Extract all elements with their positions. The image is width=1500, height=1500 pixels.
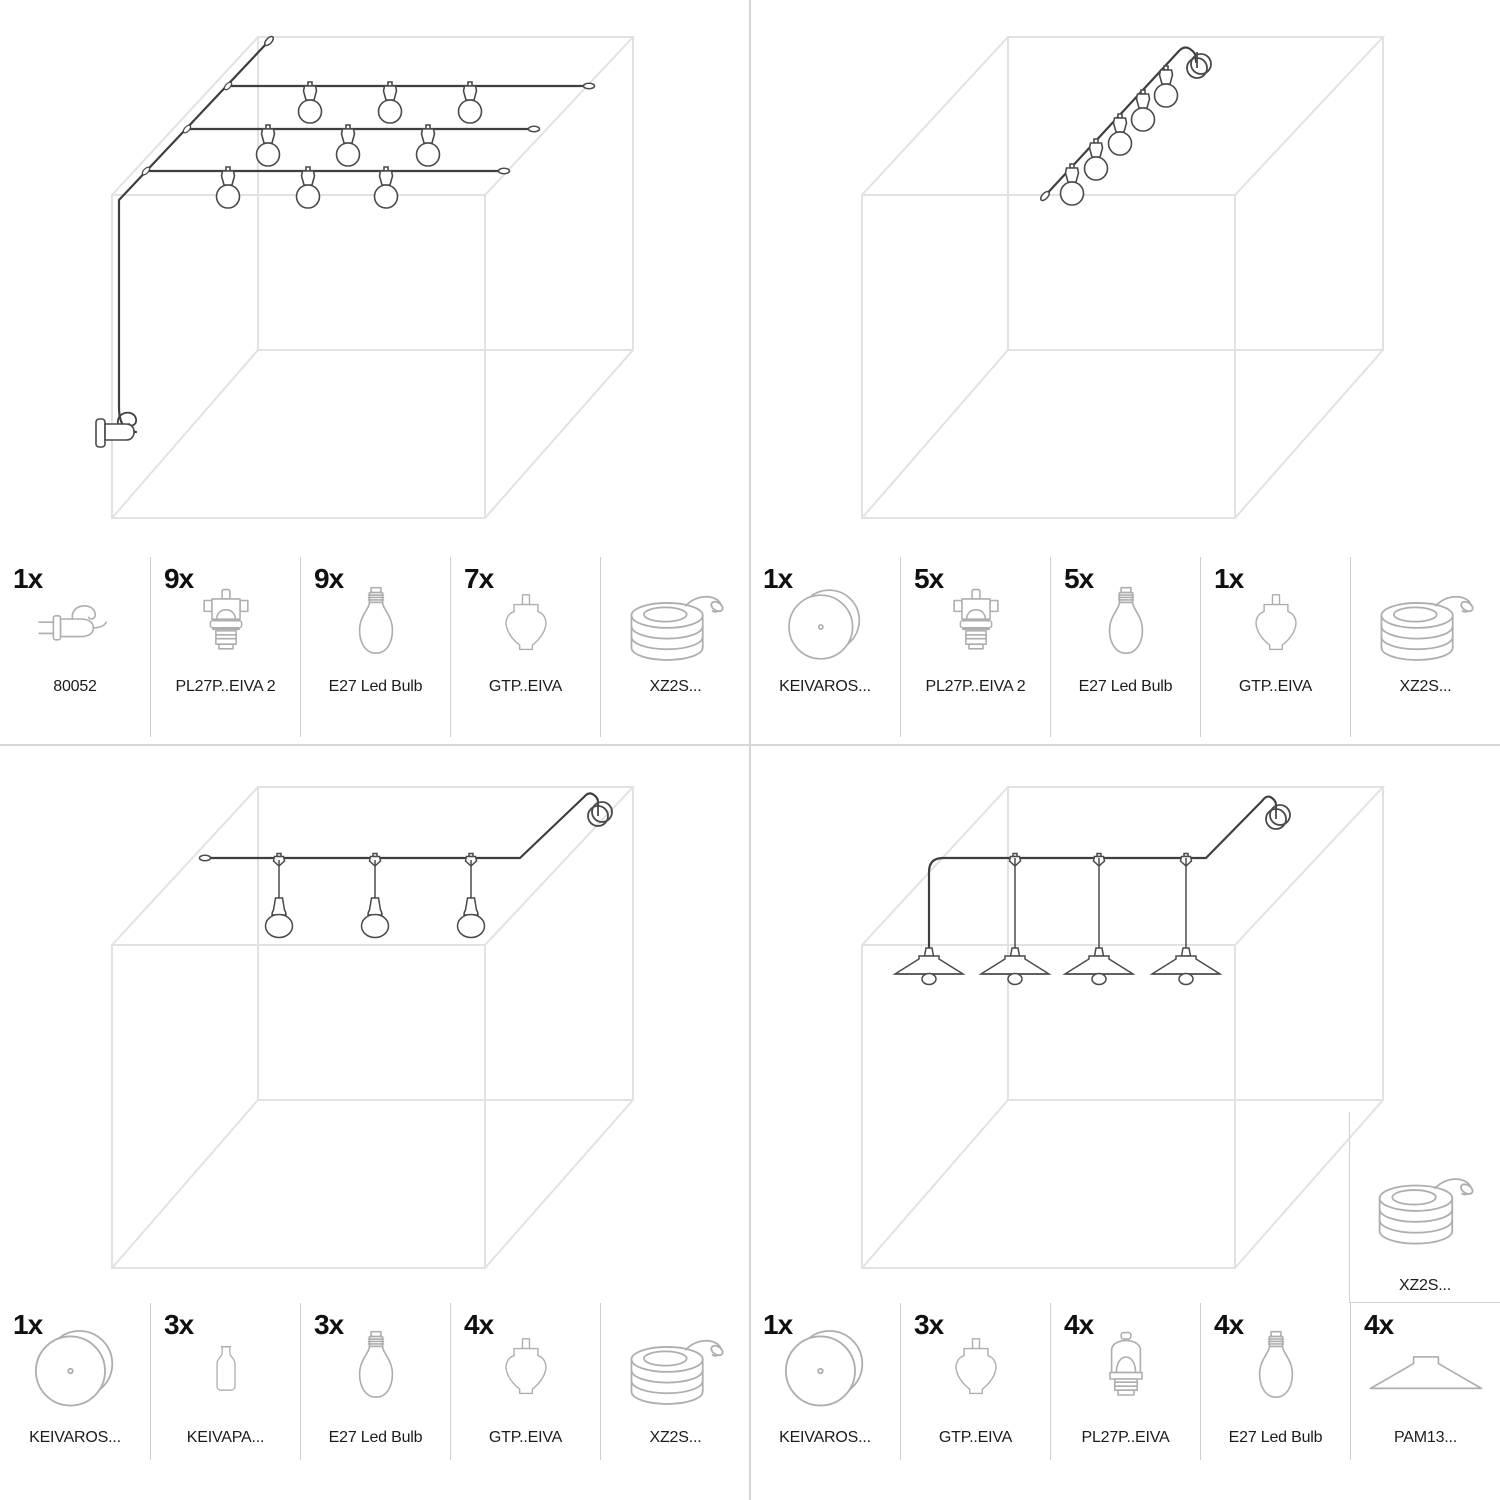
- main-cable: [929, 797, 1276, 948]
- part-code: XZ2S...: [1399, 678, 1452, 695]
- part-code: KEIVAROS...: [779, 678, 871, 695]
- bulb-icon: [301, 1325, 450, 1417]
- part-quantity: 5x: [914, 563, 944, 594]
- part-code: GTP..EIVA: [938, 1429, 1013, 1446]
- part-code: XZ2S...: [649, 1429, 702, 1446]
- parts-strip-bottom-left: [0, 1303, 750, 1460]
- part-cell: [600, 557, 750, 737]
- cable-coil-icon: [601, 1325, 750, 1417]
- globe-pendants: [266, 860, 485, 938]
- string-lights-top-left: [118, 43, 584, 432]
- cable-coil-icon: [1350, 1154, 1500, 1266]
- part-cell: [600, 1303, 750, 1460]
- wall-plug: [96, 419, 134, 447]
- cube-wireframe-top-left: [112, 37, 633, 518]
- string-bulbs-top-left: [217, 82, 482, 208]
- part-code: XZ2S...: [1399, 1277, 1451, 1294]
- part-quantity: 3x: [314, 1309, 344, 1340]
- part-cell: [0, 557, 150, 737]
- part-quantity: 4x: [1214, 1309, 1244, 1340]
- cable-coil-icon: [1351, 583, 1500, 671]
- pendant-lamp-holder-icon: [1051, 1325, 1200, 1417]
- part-cell: [900, 1303, 1050, 1460]
- part-cell: [1050, 557, 1200, 737]
- part-code: PL27P..EIVA: [1081, 1429, 1170, 1446]
- part-quantity: 7x: [464, 563, 494, 594]
- bulb-icon: [1201, 1325, 1350, 1417]
- ceiling-rose-top-right: [1187, 52, 1211, 78]
- part-quantity: 4x: [1064, 1309, 1094, 1340]
- part-cell-extra: [1349, 1112, 1500, 1303]
- part-code: GTP..EIVA: [488, 678, 563, 695]
- string-lights-bottom-right: [929, 797, 1276, 948]
- part-cell: [900, 557, 1050, 737]
- part-cell: [750, 1303, 900, 1460]
- string-lights-bottom-left: [203, 793, 598, 858]
- part-code: 80052: [53, 678, 97, 695]
- ceiling-rose-icon: [0, 1325, 150, 1417]
- ceiling-rose-icon: [750, 1325, 900, 1417]
- part-code: E27 Led Bulb: [328, 678, 423, 695]
- main-cable: [119, 43, 267, 432]
- part-code: PL27P..EIVA 2: [925, 678, 1026, 695]
- part-quantity: 9x: [164, 563, 194, 594]
- parts-strip-bottom-right: [750, 1303, 1500, 1460]
- drop-hook-icon: [901, 1325, 1050, 1417]
- part-quantity: 1x: [13, 1309, 43, 1340]
- ceiling-rose-bottom-right: [1266, 803, 1290, 829]
- part-cell: [150, 557, 300, 737]
- part-code: PL27P..EIVA 2: [175, 678, 276, 695]
- string-bulbs-top-right: [1061, 66, 1178, 205]
- part-cell: [1200, 557, 1350, 737]
- drop-hook-icon: [451, 1325, 600, 1417]
- main-cable: [203, 793, 598, 858]
- parts-strip-top-left: [0, 557, 750, 737]
- part-quantity: 3x: [164, 1309, 194, 1340]
- string-lamp-holder-icon: [151, 583, 300, 671]
- bottle-holder-icon: [151, 1325, 300, 1417]
- part-cell: [450, 1303, 600, 1460]
- ceiling-rose-bottom-left: [588, 800, 612, 826]
- part-code: E27 Led Bulb: [328, 1429, 423, 1446]
- ceiling-rose-icon: [750, 583, 900, 671]
- part-quantity: 4x: [1364, 1309, 1394, 1340]
- part-cell: [1350, 1303, 1500, 1460]
- cable-connectors-bottom-right: [1010, 854, 1192, 867]
- part-quantity: 3x: [914, 1309, 944, 1340]
- part-cell: [1350, 557, 1500, 737]
- bulb-icon: [1051, 583, 1200, 671]
- cable-end-hook: [1039, 190, 1051, 202]
- drop-hook-icon: [451, 583, 600, 671]
- part-quantity: 1x: [763, 563, 793, 594]
- part-code: GTP..EIVA: [1238, 678, 1313, 695]
- part-cell: [1200, 1303, 1350, 1460]
- part-quantity: 1x: [1214, 563, 1244, 594]
- part-code: GTP..EIVA: [488, 1429, 563, 1446]
- part-quantity: 1x: [13, 563, 43, 594]
- part-cell: [300, 1303, 450, 1460]
- part-quantity: 4x: [464, 1309, 494, 1340]
- part-code: KEIVAROS...: [29, 1429, 121, 1446]
- part-quantity: 9x: [314, 563, 344, 594]
- part-cell: [150, 1303, 300, 1460]
- drop-hook-icon: [1201, 583, 1350, 671]
- part-quantity: 1x: [763, 1309, 793, 1340]
- cable-coil-icon: [601, 583, 750, 671]
- part-cell: [0, 1303, 150, 1460]
- cable-end-hook: [200, 855, 211, 861]
- string-lamp-holder-icon: [901, 583, 1050, 671]
- parts-strip-top-right: [750, 557, 1500, 737]
- part-cell: [1050, 1303, 1200, 1460]
- part-code: PAM13...: [1393, 1429, 1458, 1446]
- part-code: XZ2S...: [649, 678, 702, 695]
- part-code: E27 Led Bulb: [1078, 678, 1173, 695]
- cube-wireframe-top-right: [862, 37, 1383, 518]
- part-cell: [300, 557, 450, 737]
- shade-pendants: [895, 858, 1220, 985]
- plug-icon: [0, 583, 150, 671]
- bulb-icon: [301, 583, 450, 671]
- part-code: E27 Led Bulb: [1228, 1429, 1323, 1446]
- part-cell: [750, 557, 900, 737]
- part-code: KEIVAROS...: [779, 1429, 871, 1446]
- part-quantity: 5x: [1064, 563, 1094, 594]
- part-code: KEIVAPA...: [186, 1429, 265, 1446]
- part-cell: [450, 557, 600, 737]
- flat-shade-icon: [1351, 1325, 1500, 1417]
